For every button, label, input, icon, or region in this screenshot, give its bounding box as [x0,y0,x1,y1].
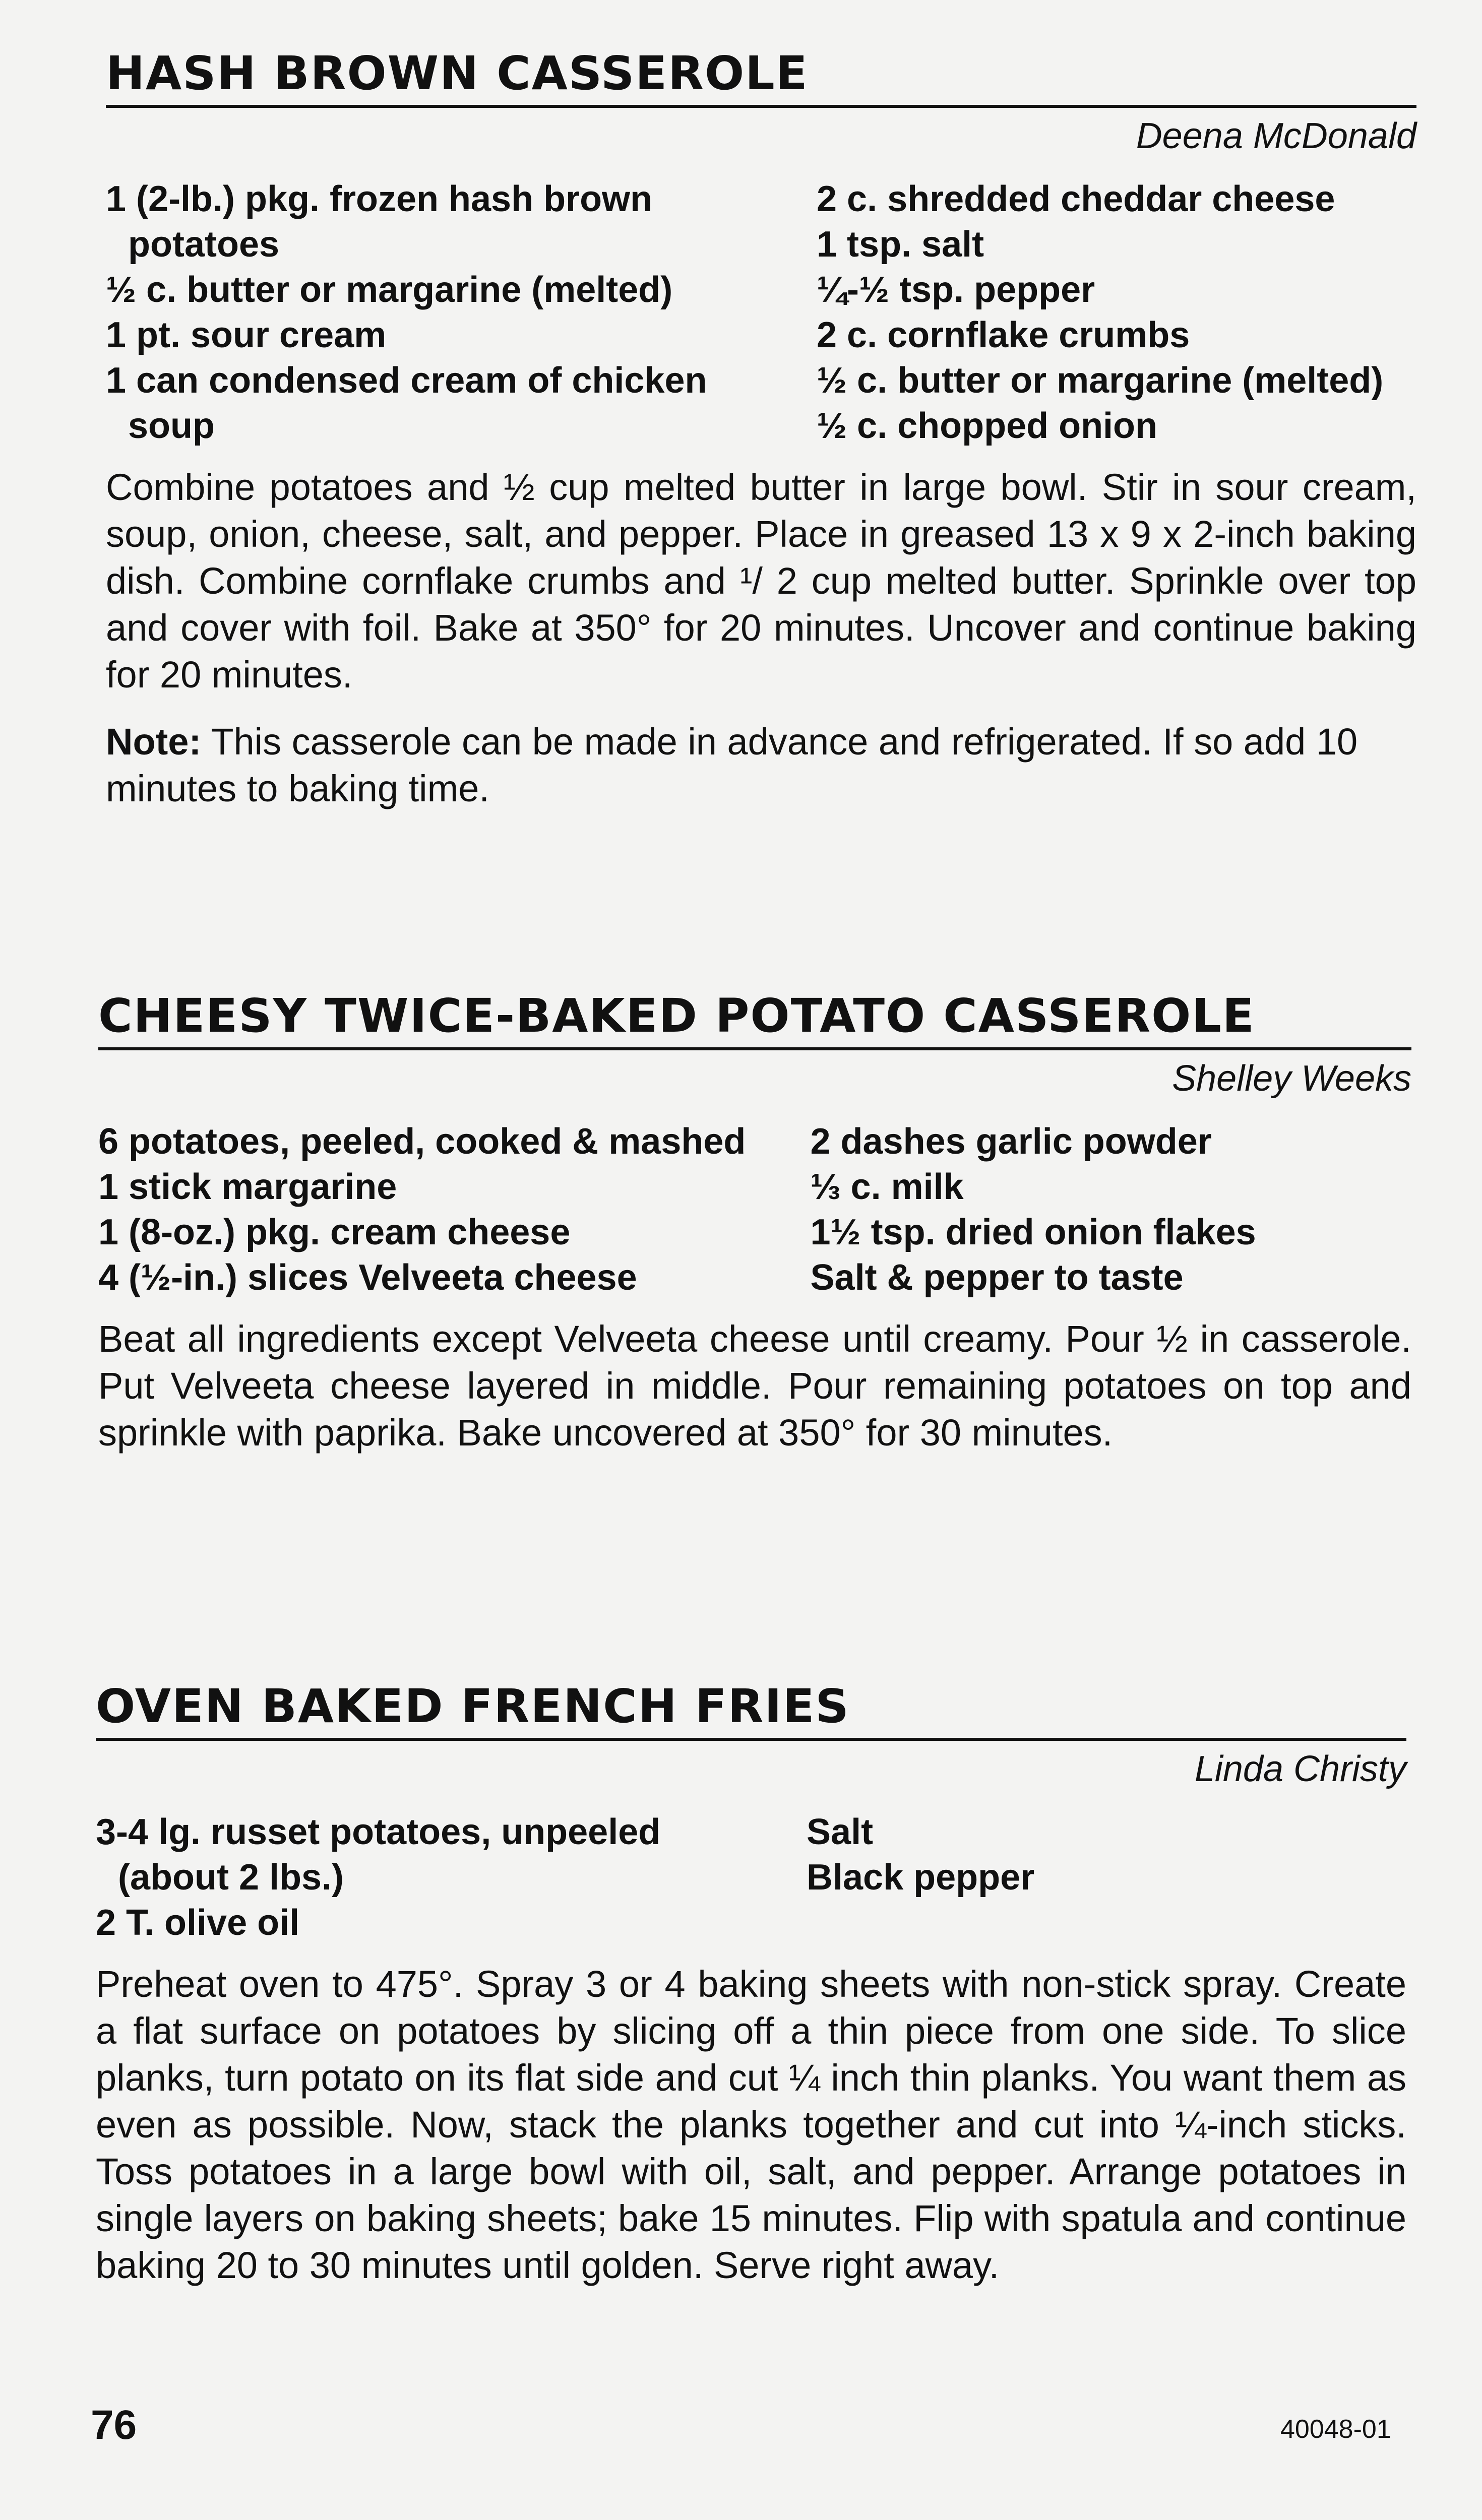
ingredient-item: Salt & pepper to taste [810,1257,1184,1298]
recipe-title: OVEN BAKED FRENCH FRIES [96,1678,1406,1741]
ingredients-right-column [755,1119,1412,1300]
ingredient-item: 6 potatoes, peeled, cooked & mashed [98,1121,746,1162]
ingredients-list [96,1809,1406,1945]
recipe-note [106,718,1416,812]
ingredient-item: 3-4 lg. russet potatoes, unpeeled (about 2 lbs.) [96,1812,661,1898]
recipe-cheesy-twice-baked-potato-casserole [98,988,1411,1456]
ingredient-item: ½ c. chopped onion [817,406,1158,446]
ingredients-left-column [106,176,761,449]
recipe-author: Linda Christy [1194,1749,1406,1789]
ingredient-item: 2 c. shredded cheddar cheese [817,179,1335,219]
ingredient-item: ½ c. butter or margarine (melted) [817,360,1384,401]
recipe-hash-brown-casserole [106,45,1416,812]
note-text: This casserole can be made in advance and refrigerated. If so add 10 minutes to baking time. [106,721,1358,809]
document-code: 40048-01 [1280,2415,1391,2444]
ingredient-item: 2 T. olive oil [96,1903,300,1943]
ingredients-right-column [751,1809,1406,1945]
recipe-instructions: Combine potatoes and ½ cup melted butter in large bowl. Stir in sour cream, soup, onion, cheese, salt, and pepper. Place in greased 13 x 9 x 2-inch baking dish. Combine cornflake crumbs and ¹/ 2 cup melted butter. Sprinkle over top and cover with foil. Bake at 350° for 20 minutes. Uncover and continue baking for 20 minutes. [106,466,1416,696]
recipe-title: HASH BROWN CASSEROLE [106,45,1416,108]
recipe-author: Deena McDonald [1136,116,1416,156]
ingredient-item: ½ c. butter or margarine (melted) [106,270,673,310]
ingredient-item: 1½ tsp. dried onion flakes [810,1212,1256,1252]
ingredient-item: 2 dashes garlic powder [810,1121,1212,1162]
ingredient-item: 2 c. cornflake crumbs [817,315,1190,355]
recipe-oven-baked-french-fries [96,1678,1406,2289]
recipe-instructions: Preheat oven to 475°. Spray 3 or 4 baking sheets with non-stick spray. Create a flat surface on potatoes by slicing off a thin piece from one side. To slice planks, turn potato on its flat side and cut ¼ inch thin planks. You want them as even as possible. Now, stack the planks together and cut into ¼-inch sticks. Toss potatoes in a large bowl with oil, salt, and pepper. Arrange potatoes in single layers on baking sheets; bake 15 minutes. Flip with spatula and continue baking 20 to 30 minutes until golden. Serve right away. [96,1963,1406,2286]
recipe-instructions: Beat all ingredients except Velveeta cheese until creamy. Pour ½ in casserole. Put Velveeta cheese layered in middle. Pour remaining potatoes on top and sprinkle with paprika. Bake uncovered at 350° for 30 minutes. [98,1318,1411,1454]
ingredients-list [98,1119,1411,1300]
ingredient-item: Salt [807,1812,874,1852]
ingredients-right-column [761,176,1416,449]
ingredients-left-column [98,1119,755,1300]
recipe-author: Shelley Weeks [1172,1058,1411,1099]
ingredient-item: ¼-½ tsp. pepper [817,270,1095,310]
ingredient-item: ⅓ c. milk [810,1167,964,1207]
ingredient-item: 1 tsp. salt [817,224,984,265]
ingredient-item: 4 (½-in.) slices Velveeta cheese [98,1257,637,1298]
ingredient-item: 1 (2-lb.) pkg. frozen hash brown potatoes [106,179,653,265]
recipe-title: CHEESY TWICE-BAKED POTATO CASSEROLE [98,988,1411,1050]
ingredient-item: 1 pt. sour cream [106,315,387,355]
ingredient-item: Black pepper [807,1857,1035,1898]
page-number: 76 [91,2402,137,2448]
ingredient-item: 1 (8-oz.) pkg. cream cheese [98,1212,571,1252]
ingredients-left-column [96,1809,751,1945]
ingredients-list [106,176,1416,449]
note-label: Note: [106,721,202,763]
ingredient-item: 1 stick margarine [98,1167,397,1207]
ingredient-item: 1 can condensed cream of chicken soup [106,360,707,446]
